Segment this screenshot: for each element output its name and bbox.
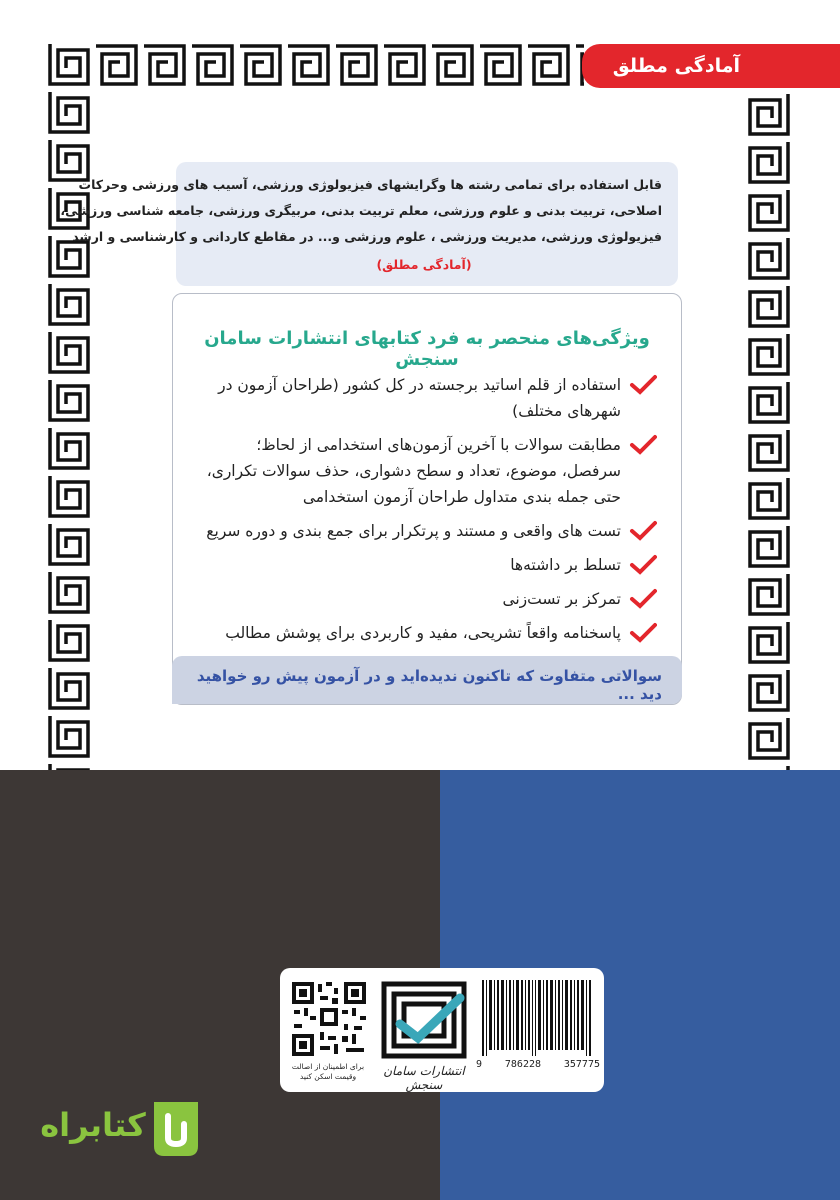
decorative-border-top xyxy=(44,40,584,90)
intro-line: فیزیولوژی ورزشی، مدیریت ورزشی ، علوم ورزشی و... در مقاطع کاردانی و کارشناسی و ارشد xyxy=(72,229,662,244)
intro-description-box xyxy=(60,162,678,286)
feature-item xyxy=(193,432,663,510)
feature-item xyxy=(193,586,663,612)
feature-item xyxy=(193,372,663,424)
feature-text: استفاده از قلم اساتید برجسته در کل کشور (طراحان آزمون در شهرهای مختلف) xyxy=(218,376,621,420)
decorative-border-right xyxy=(744,90,794,770)
publisher-logo-icon xyxy=(380,980,468,1060)
check-icon xyxy=(629,588,657,610)
publisher-name: انتشارات سامان سنجش xyxy=(383,1064,465,1092)
series-tab xyxy=(582,44,840,88)
feature-text: مطابقت سوالات با آخرین آزمون‌های استخدامی از لحاظ؛ سرفصل، موضوع، تعداد و سطح دشواری، حذف سوالات تکراری، حتی جمله بندی متداول طراحان آزمون استخدامی xyxy=(206,436,621,506)
qr-code-icon[interactable] xyxy=(290,980,368,1058)
features-banner xyxy=(172,656,682,704)
check-icon xyxy=(629,554,657,576)
isbn-prefix: 9 xyxy=(476,1059,483,1070)
intro-note: (آمادگی مطلق) xyxy=(376,257,472,272)
check-icon xyxy=(629,622,657,644)
ketabrah-logo-text: کتابراه xyxy=(40,1106,146,1144)
barcode-card xyxy=(280,968,604,1092)
isbn-group-2: 357775 xyxy=(563,1059,600,1070)
check-icon xyxy=(629,434,657,456)
features-title: ویژگی‌های منحصر به فرد کتابهای انتشارات سامان سنجش xyxy=(204,328,650,370)
features-box xyxy=(172,293,682,705)
isbn-group-1: 786228 xyxy=(504,1059,542,1070)
border-pattern-left xyxy=(44,40,94,770)
feature-item xyxy=(193,620,663,646)
check-icon xyxy=(629,520,657,542)
qr-caption: برای اطمینان از اصالت وقیمت اسکن کنید xyxy=(291,1062,365,1081)
intro-line: قابل استفاده برای تمامی رشته ها وگرایشهای فیزیولوژی ورزشی، آسیب های ورزشی وحرکات xyxy=(78,177,662,192)
features-banner-text: سوالاتی متفاوت که تاکنون ندیده‌اید و در آزمون پیش رو خواهید دید ... xyxy=(196,667,662,703)
series-tab-label: آمادگی مطلق xyxy=(612,55,740,77)
feature-list xyxy=(193,372,663,654)
feature-item xyxy=(193,518,663,544)
barcode-icon xyxy=(480,980,592,1056)
feature-item xyxy=(193,552,663,578)
border-pattern-right xyxy=(744,90,794,770)
feature-text: پاسخنامه واقعاً تشریحی، مفید و کاربردی برای پوشش مطالب xyxy=(225,624,621,642)
feature-text: تمرکز بر تست‌زنی xyxy=(502,590,621,608)
feature-text: تست های واقعی و مستند و پرتکرار برای جمع بندی و دوره سریع xyxy=(206,522,621,540)
border-pattern-top xyxy=(44,40,584,90)
isbn-number xyxy=(476,1059,600,1070)
decorative-border-left xyxy=(44,40,94,770)
check-icon xyxy=(629,374,657,396)
intro-line: اصلاحی، تربیت بدنی و علوم ورزشی، معلم تربیت بدنی، مربیگری ورزشی، جامعه شناسی ورزشی، xyxy=(60,203,662,218)
feature-text: تسلط بر داشته‌ها xyxy=(510,556,621,574)
